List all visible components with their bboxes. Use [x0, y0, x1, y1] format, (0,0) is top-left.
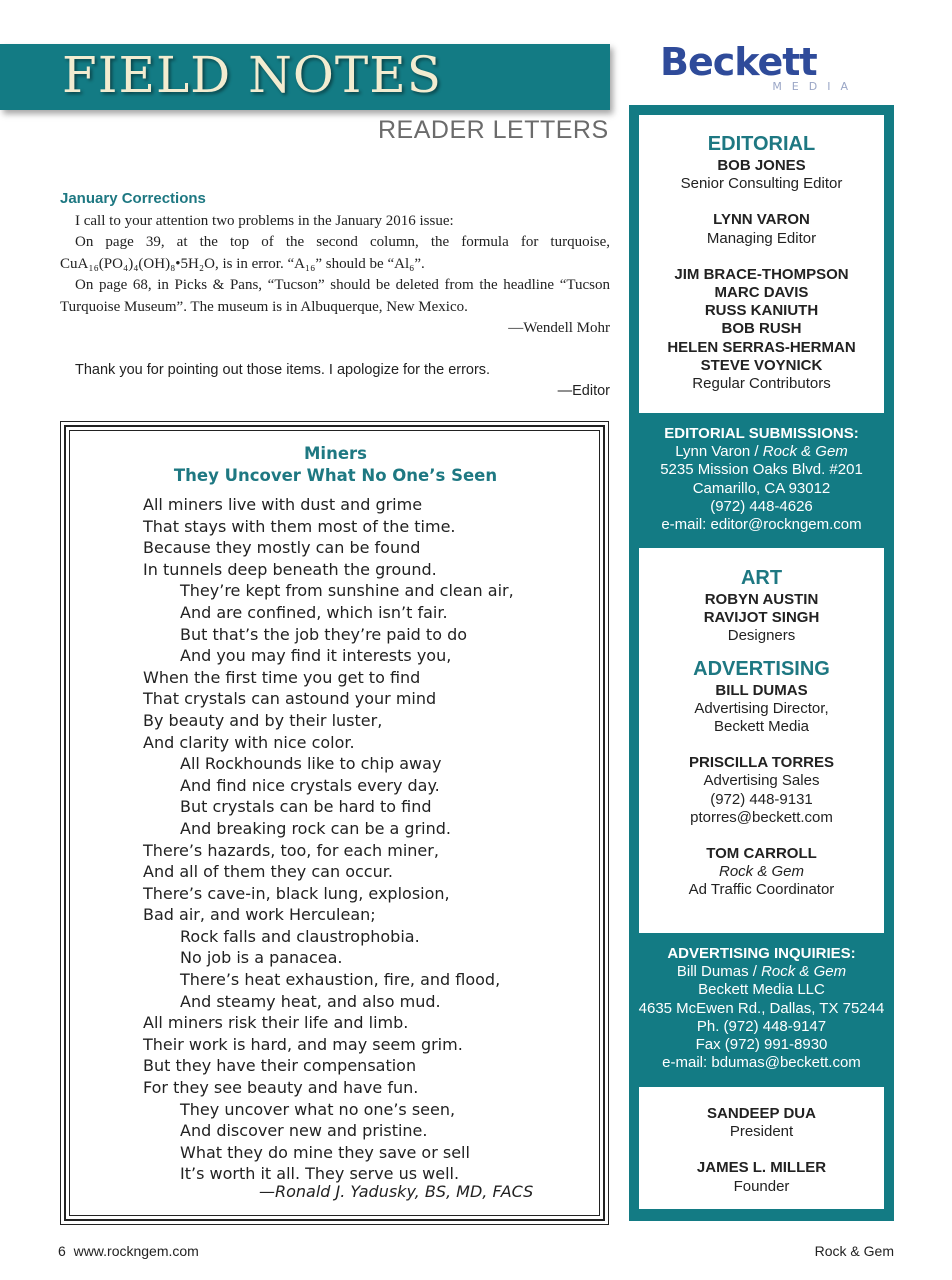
footer-left: [58, 1243, 199, 1259]
poem-subtitle: They Uncover What No One’s Seen: [173, 466, 498, 485]
letter-signature: —Wendell Mohr: [508, 320, 610, 336]
staff-name: SANDEEP DUA: [707, 1105, 816, 1122]
poem-line: And breaking rock can be a grind.: [180, 818, 451, 838]
submissions-heading: EDITORIAL SUBMISSIONS:: [664, 425, 859, 442]
poem-line: And find nice crystals every day.: [180, 775, 440, 795]
beckett-media-logo: [660, 42, 860, 94]
staff-role: Founder: [733, 1177, 790, 1195]
art-heading: ART: [740, 567, 783, 589]
address-line: 4635 McEwen Rd., Dallas, TX 75244: [638, 999, 885, 1017]
logo-subtext: MEDIA: [772, 80, 858, 93]
staff-name: JIM BRACE-THOMPSON: [674, 265, 849, 283]
poem-line: But that’s the job they’re paid to do: [180, 624, 468, 644]
staff-role: Beckett Media: [713, 718, 810, 736]
letter-paragraph: On page 68, in Picks & Pans, “Tucson” should be deleted from the headline “Tucson Turquoise Museum”. The museum is in Albuquerque, New Mexico.: [60, 277, 610, 315]
address-line: 5235 Mission Oaks Blvd. #201: [660, 461, 863, 479]
logo-word: Beckett: [660, 40, 817, 84]
magazine-name: Rock & Gem: [814, 1243, 894, 1259]
phone-number: (972) 448-9131: [710, 790, 813, 808]
field-notes-banner: [0, 44, 610, 110]
staff-name: ROBYN AUSTIN: [704, 591, 819, 608]
editorial-heading: EDITORIAL: [707, 133, 816, 155]
poem-line: All miners risk their life and limb.: [143, 1013, 409, 1033]
poem-line: There’s cave-in, black lung, explosion,: [143, 883, 450, 903]
poem-line: There’s hazards, too, for each miner,: [143, 840, 439, 860]
phone-number: (972) 448-4626: [710, 497, 813, 515]
reader-letter: [60, 188, 610, 403]
editor-reply: Thank you for pointing out those items. I apologize for the errors.: [75, 361, 491, 378]
staff-name: TOM CARROLL: [706, 845, 817, 863]
publication-name: Rock & Gem: [761, 963, 847, 981]
staff-role: Advertising Sales: [703, 772, 820, 790]
poem-line: Rock falls and claustrophobia.: [180, 926, 420, 946]
poem-line: Because they mostly can be found: [143, 538, 421, 558]
poem-line: And clarity with nice color.: [143, 732, 355, 752]
inquiries-heading: ADVERTISING INQUIRIES:: [667, 945, 856, 962]
poem-line: Bad air, and work Herculean;: [143, 905, 376, 925]
poem-author: —Ronald J. Yadusky, BS, MD, FACS: [259, 1182, 534, 1201]
poem-line: For they see beauty and have fun.: [143, 1078, 419, 1098]
company-name: Beckett Media LLC: [698, 981, 825, 999]
staff-role: Managing Editor: [706, 229, 817, 247]
email-link[interactable]: e-mail: bdumas@beckett.com: [662, 1054, 861, 1072]
poem-line: It’s worth it all. They serve us well.: [180, 1164, 460, 1184]
staff-role: Ad Traffic Coordinator: [688, 881, 835, 899]
staff-name: LYNN VARON: [713, 211, 810, 229]
publication-name-italic: Rock & Gem: [718, 863, 805, 881]
staff-name: STEVE VOYNICK: [700, 356, 823, 374]
staff-role: President: [729, 1123, 794, 1141]
letter-paragraph: I call to your attention two problems in the January 2016 issue:: [75, 212, 454, 229]
executives-box: [639, 1087, 884, 1209]
staff-name: HELEN SERRAS-HERMAN: [667, 338, 856, 356]
poem-line: When the first time you get to find: [143, 667, 421, 687]
poem-line: They’re kept from sunshine and clean air,: [180, 581, 514, 601]
page-title: FIELD NOTES: [62, 46, 442, 104]
staff-name: RUSS KANIUTH: [704, 302, 819, 320]
poem-title: Miners: [304, 444, 367, 463]
staff-role: Designers: [727, 627, 796, 645]
poem-line: That crystals can astound your mind: [143, 689, 437, 709]
poem-text: [143, 494, 514, 1185]
poem-line: That stays with them most of the time.: [143, 516, 456, 536]
staff-name: BOB RUSH: [721, 320, 802, 338]
staff-name: PRISCILLA TORRES: [688, 754, 834, 772]
page-number: 6: [58, 1243, 66, 1259]
contact-name: Lynn Varon /: [675, 443, 763, 461]
poem-box: [60, 421, 609, 1225]
editorial-box: [639, 115, 884, 413]
art-advertising-box: [639, 548, 884, 933]
publication-name: [639, 863, 884, 881]
staff-name: JAMES L. MILLER: [696, 1159, 827, 1177]
poem-line: And steamy heat, and also mud.: [180, 991, 441, 1011]
submissions-block: [629, 425, 894, 534]
poem-line: In tunnels deep beneath the ground.: [143, 559, 437, 579]
letter-paragraph: On page 39, at the top of the second column, the formula for turquoise, CuA₁₆(PO₄)₄(OH)₈•5H₂O, is in error. “A₁₆” should be “Al₆”.: [60, 234, 610, 272]
poem-line: Their work is hard, and may seem grim.: [143, 1034, 463, 1054]
section-title: READER LETTERS: [378, 116, 609, 144]
poem-line: What they do mine they save or sell: [180, 1142, 470, 1162]
staff-role: Advertising Director,: [694, 699, 829, 717]
poem-line: But they have their compensation: [143, 1056, 417, 1076]
staff-name: BOB JONES: [717, 157, 806, 174]
address-line: Camarillo, CA 93012: [692, 479, 831, 497]
poem-line: All Rockhounds like to chip away: [180, 754, 442, 774]
editor-signature: —Editor: [557, 383, 610, 399]
poem-line: And are confined, which isn’t fair.: [180, 602, 448, 622]
staff-role: Senior Consulting Editor: [680, 175, 843, 193]
staff-name: BILL DUMAS: [715, 681, 808, 699]
publication-name: Rock & Gem: [762, 443, 848, 461]
advertising-heading: ADVERTISING: [693, 657, 830, 680]
submissions-contact: [629, 443, 894, 461]
poem-line: By beauty and by their luster,: [143, 710, 383, 730]
masthead-sidebar: [629, 105, 894, 1221]
website-link[interactable]: www.rockngem.com: [73, 1243, 199, 1259]
poem-line: But crystals can be hard to find: [180, 797, 432, 817]
poem-line: They uncover what no one’s seen,: [180, 1099, 456, 1119]
inquiries-contact: [629, 963, 894, 981]
poem-line: And all of them they can occur.: [143, 862, 393, 882]
poem-line: And you may find it interests you,: [180, 646, 452, 666]
staff-name: MARC DAVIS: [714, 284, 809, 302]
letter-heading: January Corrections: [60, 190, 206, 207]
inquiries-block: [629, 945, 894, 1072]
poem-line: And discover new and pristine.: [180, 1121, 428, 1141]
phone-number: Ph. (972) 448-9147: [696, 1017, 827, 1035]
staff-role: Regular Contributors: [692, 375, 831, 393]
poem-line: There’s heat exhaustion, fire, and flood,: [180, 970, 501, 990]
staff-name: RAVIJOT SINGH: [703, 609, 820, 627]
email-link[interactable]: e-mail: editor@rockngem.com: [661, 516, 862, 534]
fax-number: Fax (972) 991-8930: [695, 1036, 828, 1054]
email-link[interactable]: ptorres@beckett.com: [690, 808, 833, 826]
contact-name: Bill Dumas /: [676, 963, 762, 981]
poem-line: All miners live with dust and grime: [143, 495, 423, 514]
poem-line: No job is a panacea.: [180, 948, 343, 968]
